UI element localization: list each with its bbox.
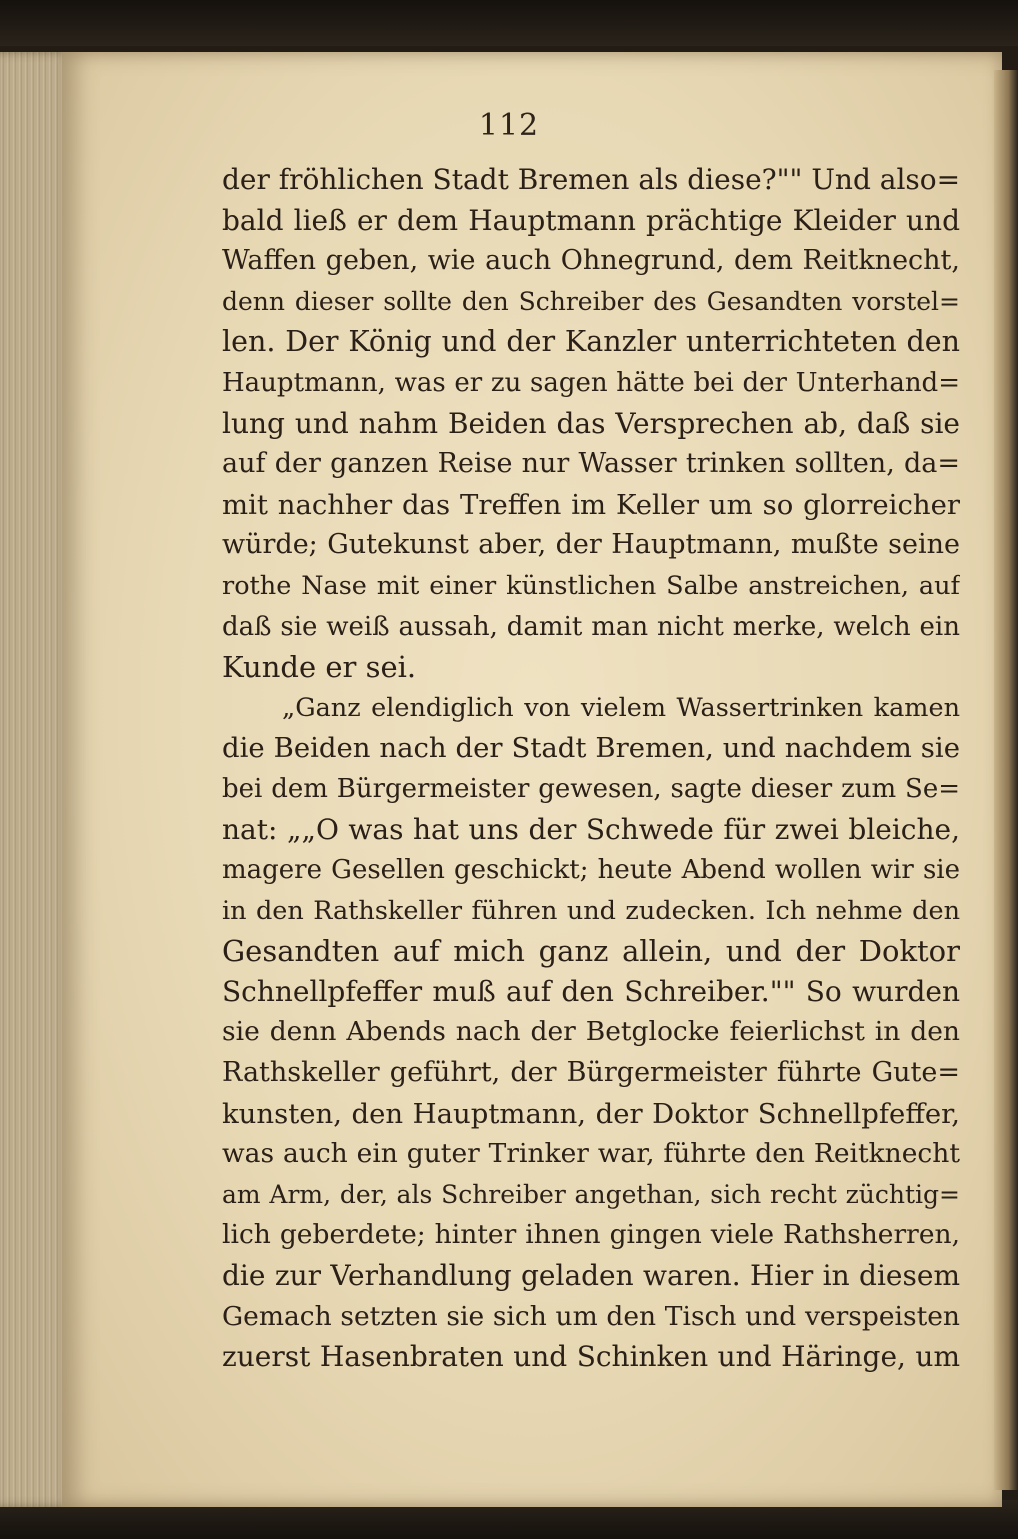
text-line: bald ließ er dem Hauptmann prächtige Kleider und: [222, 203, 960, 237]
text-line: Gemach setzten sie sich um den Tisch und verspeisten: [222, 1300, 960, 1332]
page-edge-right: [994, 70, 1018, 1490]
text-line: die zur Verhandlung geladen waren. Hier in diesem: [222, 1259, 960, 1293]
page-body-text: [222, 160, 960, 1378]
text-line: denn dieser sollte den Schreiber des Gesandten vorstel=: [222, 286, 960, 316]
text-line: auf der ganzen Reise nur Wasser trinken sollten, da=: [222, 448, 960, 480]
text-line: len. Der König und der Kanzler unterrichteten den: [222, 325, 960, 359]
text-line: Hauptmann, was er zu sagen hätte bei der Unterhand=: [222, 367, 960, 398]
text-line: in den Rathskeller führen und zudecken. Ich nehme den: [222, 895, 960, 926]
text-line: Gesandten auf mich ganz allein, und der Doktor: [222, 934, 960, 969]
text-line: daß sie weiß aussah, damit man nicht merke, welch ein: [222, 611, 960, 642]
text-line: bei dem Bürgermeister gewesen, sagte dieser zum Se=: [222, 773, 960, 804]
text-line: Rathskeller geführt, der Bürgermeister führte Gute=: [222, 1057, 960, 1089]
text-line: würde; Gutekunst aber, der Hauptmann, mußte seine: [222, 529, 960, 561]
text-line: am Arm, der, als Schreiber angethan, sich recht züchtig=: [222, 1179, 960, 1209]
text-line: mit nachher das Treffen im Keller um so glorreicher: [222, 488, 960, 521]
text-line: Waffen geben, wie auch Ohnegrund, dem Reitknecht,: [222, 245, 960, 277]
text-line: zuerst Hasenbraten und Schinken und Häringe, um: [222, 1340, 960, 1374]
text-line: nat: „„O was hat uns der Schwede für zwei bleiche,: [222, 812, 960, 846]
text-line: kunsten, den Hauptmann, der Doktor Schnellpfeffer,: [222, 1097, 960, 1130]
text-line: sie denn Abends nach der Betglocke feierlichst in den: [222, 1016, 960, 1048]
text-line: der fröhlichen Stadt Bremen als diese?"" Und also=: [222, 163, 960, 196]
text-line: lich geberdete; hinter ihnen gingen viele Rathsherren,: [222, 1219, 960, 1251]
text-line: Kunde er sei.: [222, 650, 417, 685]
text-line: magere Gesellen geschickt; heute Abend wollen wir sie: [222, 855, 960, 886]
page-number: 112: [478, 108, 540, 143]
text-line: lung und nahm Beiden das Versprechen ab, daß sie: [222, 406, 960, 440]
text-line: die Beiden nach der Stadt Bremen, und nachdem sie: [222, 732, 960, 765]
cover-board-top: [0, 0, 1018, 46]
text-line: Schnellpfeffer muß auf den Schreiber."" So wurden: [222, 974, 960, 1008]
text-line: „Ganz elendiglich von vielem Wassertrinken kamen: [282, 692, 960, 723]
text-line: rothe Nase mit einer künstlichen Salbe anstreichen, auf: [222, 570, 960, 601]
text-line: was auch ein guter Trinker war, führte den Reitknecht: [222, 1138, 960, 1170]
